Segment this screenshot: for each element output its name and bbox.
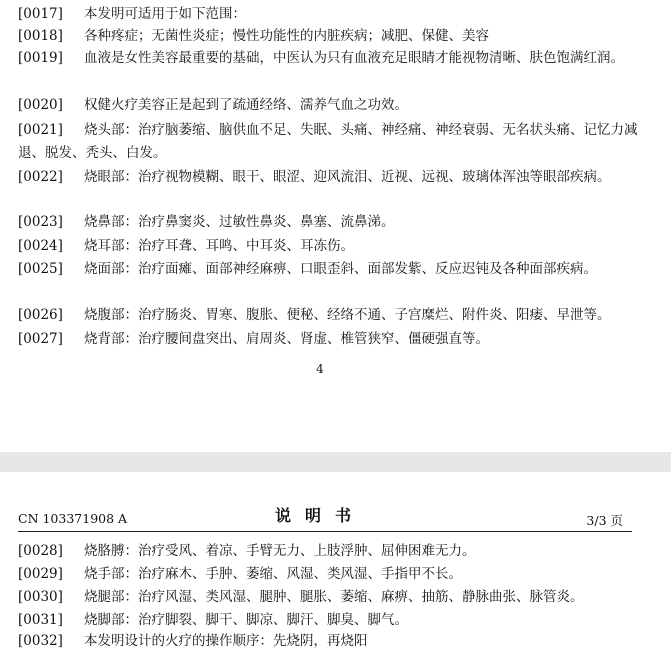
paragraph-number: [0026] xyxy=(18,307,63,323)
paragraph-number: [0021] xyxy=(18,122,63,138)
paragraph-number: [0018] xyxy=(18,28,63,44)
paragraph xyxy=(18,328,641,351)
paragraph xyxy=(18,94,641,117)
paragraph-number: [0019] xyxy=(18,50,63,66)
paragraph-number: [0024] xyxy=(18,238,63,254)
paragraph-number: [0025] xyxy=(18,261,63,277)
paragraph xyxy=(18,25,641,48)
paragraph-text: 烧手部：治疗麻木、手肿、萎缩、风湿、类风湿、手指甲不长。 xyxy=(84,566,462,582)
page-number: 4 xyxy=(316,362,324,376)
paragraph-text: 烧眼部：治疗视物模糊、眼干、眼涩、迎风流泪、近视、远视、玻璃体浑浊等眼部疾病。 xyxy=(84,169,611,185)
paragraph-text: 烧腿部：治疗风湿、类风湿、腿肿、腿胀、萎缩、麻痹、抽筋、静脉曲张、脉管炎。 xyxy=(84,589,584,605)
paragraph xyxy=(18,304,641,327)
paragraph-text: 烧脚部：治疗脚裂、脚干、脚凉、脚汗、脚臭、脚气。 xyxy=(84,612,408,628)
paragraph-text: 烧耳部：治疗耳聋、耳鸣、中耳炎、耳冻伤。 xyxy=(84,238,354,254)
paragraph xyxy=(18,586,641,609)
paragraph-text: 烧背部：治疗腰间盘突出、肩周炎、肾虚、椎管狭窄、僵硬强直等。 xyxy=(84,331,489,347)
paragraph xyxy=(18,540,641,563)
paragraph-number: [0030] xyxy=(18,589,63,605)
paragraph-number: [0023] xyxy=(18,214,63,230)
paragraph-number: [0031] xyxy=(18,612,63,628)
paragraph xyxy=(18,258,641,281)
paragraph-text: 烧头部：治疗脑萎缩、脑供血不足、失眠、头痛、神经痛、神经衰弱、无名状头痛、记忆力减退、脱发、秃头、白发。 xyxy=(18,122,638,161)
paragraph xyxy=(18,235,641,258)
paragraph-number: [0029] xyxy=(18,566,63,582)
paragraph xyxy=(18,609,641,632)
paragraph xyxy=(18,47,641,70)
paragraph xyxy=(18,3,641,26)
paragraph-text: 权健火疗美容正是起到了疏通经络、濡养气血之功效。 xyxy=(84,97,408,113)
paragraph-number: [0032] xyxy=(18,633,63,649)
paragraph-text: 本发明可适用于如下范围： xyxy=(84,6,246,22)
paragraph-text: 本发明设计的火疗的操作顺序：先烧阴，再烧阳 xyxy=(84,633,368,649)
paragraph-number: [0028] xyxy=(18,543,63,559)
paragraph-number: [0027] xyxy=(18,331,63,347)
paragraph xyxy=(18,211,641,234)
paragraph-number: [0022] xyxy=(18,169,63,185)
paragraph-text: 烧腹部：治疗肠炎、胃寒、腹胀、便秘、经络不通、子宫糜烂、附件炎、阳痿、早泄等。 xyxy=(84,307,611,323)
paragraph xyxy=(18,563,641,586)
paragraph-number: [0020] xyxy=(18,97,63,113)
paragraph-text: 血液是女性美容最重要的基础，中医认为只有血液充足眼睛才能视物清晰、肤色饱满红润。 xyxy=(84,50,624,66)
paragraph-text: 烧胳膊：治疗受风、着凉、手臂无力、上肢浮肿、屈伸困难无力。 xyxy=(84,543,476,559)
paragraph xyxy=(18,119,641,165)
page-indicator: 3/3 页 xyxy=(586,513,623,528)
page-gap-divider xyxy=(0,452,671,472)
paragraph-text: 烧面部：治疗面瘫、面部神经麻痹、口眼歪斜、面部发紫、反应迟钝及各种面部疾病。 xyxy=(84,261,597,277)
paragraph xyxy=(18,166,641,189)
paragraph xyxy=(18,630,641,653)
paragraph-text: 烧鼻部：治疗鼻窦炎、过敏性鼻炎、鼻塞、流鼻涕。 xyxy=(84,214,395,230)
document-title: 说明书 xyxy=(274,506,365,525)
publication-number: CN 103371908 A xyxy=(18,511,128,526)
paragraph-number: [0017] xyxy=(18,6,63,22)
header-rule xyxy=(18,531,632,532)
paragraph-text: 各种疼症；无菌性炎症；慢性功能性的内脏疾病；减肥、保健、美容 xyxy=(84,28,489,44)
